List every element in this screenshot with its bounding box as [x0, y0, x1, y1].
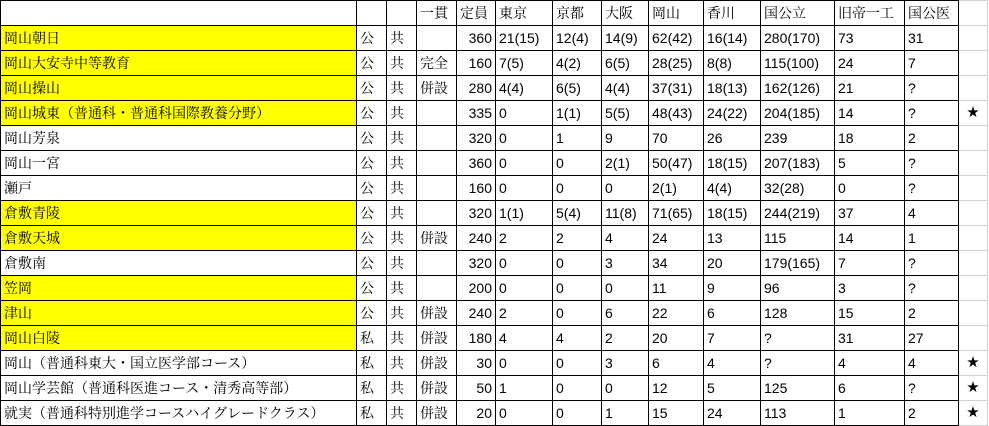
cell-national-public-med[interactable]: ? [905, 376, 959, 401]
cell-school-name[interactable]: 岡山学芸館（普通科医進コース・清秀高等部） [1, 376, 357, 401]
cell-tokyo[interactable]: 1 [496, 376, 553, 401]
table-row [1, 376, 988, 401]
cell-osaka[interactable]: 0 [602, 376, 649, 401]
cell-school-name[interactable]: 岡山芳泉 [1, 126, 357, 151]
star-marker[interactable] [959, 176, 988, 201]
cell-tokyo[interactable]: 2 [496, 301, 553, 326]
star-marker[interactable] [959, 326, 988, 351]
header-ikkan[interactable]: 一貫 [417, 1, 457, 26]
star-marker[interactable] [959, 226, 988, 251]
cell-okayama[interactable]: 50(47) [649, 151, 704, 176]
star-marker[interactable] [959, 201, 988, 226]
cell-national-public[interactable]: 32(28) [761, 176, 835, 201]
cell-sector[interactable]: 公 [357, 51, 387, 76]
cell-kagawa[interactable]: 18(15) [704, 201, 761, 226]
cell-kyutei-ikko[interactable]: 18 [835, 126, 905, 151]
cell-kagawa[interactable]: 9 [704, 276, 761, 301]
cell-national-public[interactable]: 115 [761, 226, 835, 251]
cell-ikkan[interactable]: 併設 [417, 326, 457, 351]
cell-sector[interactable]: 公 [357, 176, 387, 201]
header-row [1, 1, 988, 26]
cell-kagawa[interactable]: 5 [704, 376, 761, 401]
cell-tokyo[interactable]: 21(15) [496, 26, 553, 51]
cell-national-public-med[interactable]: 27 [905, 326, 959, 351]
cell-ikkan[interactable]: 併設 [417, 76, 457, 101]
cell-capacity[interactable]: 160 [457, 51, 496, 76]
cell-tokyo[interactable]: 2 [496, 226, 553, 251]
cell-kagawa[interactable]: 8(8) [704, 51, 761, 76]
header-school[interactable] [1, 1, 357, 26]
cell-tokyo[interactable]: 4 [496, 326, 553, 351]
cell-kyoto[interactable]: 0 [553, 151, 602, 176]
cell-okayama[interactable]: 15 [649, 401, 704, 426]
cell-kyutei-ikko[interactable]: 21 [835, 76, 905, 101]
cell-osaka[interactable]: 2 [602, 326, 649, 351]
cell-school-name[interactable]: 岡山操山 [1, 76, 357, 101]
cell-sector[interactable]: 公 [357, 251, 387, 276]
cell-osaka[interactable]: 4 [602, 226, 649, 251]
cell-okayama[interactable]: 2(1) [649, 176, 704, 201]
cell-kyoto[interactable]: 2 [553, 226, 602, 251]
cell-school-name[interactable]: 倉敷天城 [1, 226, 357, 251]
table-row [1, 276, 988, 301]
cell-coed[interactable]: 共 [387, 226, 417, 251]
table-row [1, 201, 988, 226]
cell-kagawa[interactable]: 7 [704, 326, 761, 351]
cell-osaka[interactable]: 2(1) [602, 151, 649, 176]
cell-school-name[interactable]: 倉敷青陵 [1, 201, 357, 226]
cell-national-public-med[interactable]: 31 [905, 26, 959, 51]
cell-osaka[interactable]: 9 [602, 126, 649, 151]
cell-kyoto[interactable]: 1 [553, 126, 602, 151]
cell-national-public-med[interactable]: 2 [905, 301, 959, 326]
header-kyoto[interactable]: 京都 [553, 1, 602, 26]
cell-okayama[interactable]: 71(65) [649, 201, 704, 226]
cell-school-name[interactable]: 岡山（普通科東大・国立医学部コース） [1, 351, 357, 376]
cell-kyoto[interactable]: 0 [553, 376, 602, 401]
star-marker[interactable] [959, 151, 988, 176]
cell-osaka[interactable]: 0 [602, 176, 649, 201]
cell-ikkan[interactable]: 併設 [417, 351, 457, 376]
cell-okayama[interactable]: 62(42) [649, 26, 704, 51]
cell-national-public-med[interactable]: ? [905, 76, 959, 101]
header-coed[interactable] [387, 1, 417, 26]
cell-coed[interactable]: 共 [387, 151, 417, 176]
cell-national-public-med[interactable]: ? [905, 251, 959, 276]
cell-capacity[interactable]: 160 [457, 176, 496, 201]
cell-coed[interactable]: 共 [387, 351, 417, 376]
cell-sector[interactable]: 公 [357, 76, 387, 101]
cell-national-public[interactable]: 204(185) [761, 101, 835, 126]
cell-tokyo[interactable]: 0 [496, 101, 553, 126]
cell-capacity[interactable]: 360 [457, 151, 496, 176]
cell-osaka[interactable]: 3 [602, 251, 649, 276]
cell-school-name[interactable]: 岡山一宮 [1, 151, 357, 176]
cell-tokyo[interactable]: 0 [496, 351, 553, 376]
cell-ikkan[interactable] [417, 176, 457, 201]
cell-ikkan[interactable] [417, 26, 457, 51]
cell-okayama[interactable]: 11 [649, 276, 704, 301]
star-marker[interactable] [959, 26, 988, 51]
cell-tokyo[interactable]: 0 [496, 251, 553, 276]
cell-kagawa[interactable]: 18(15) [704, 151, 761, 176]
cell-kyutei-ikko[interactable]: 73 [835, 26, 905, 51]
cell-school-name[interactable]: 笠岡 [1, 276, 357, 301]
cell-kyoto[interactable]: 0 [553, 351, 602, 376]
cell-kyutei-ikko[interactable]: 3 [835, 276, 905, 301]
star-marker[interactable]: ★ [959, 101, 988, 126]
cell-school-name[interactable]: 岡山大安寺中等教育 [1, 51, 357, 76]
cell-capacity[interactable]: 180 [457, 326, 496, 351]
cell-coed[interactable]: 共 [387, 401, 417, 426]
cell-okayama[interactable]: 24 [649, 226, 704, 251]
cell-kyoto[interactable]: 4(2) [553, 51, 602, 76]
cell-national-public-med[interactable]: 1 [905, 226, 959, 251]
cell-osaka[interactable]: 0 [602, 276, 649, 301]
cell-school-name[interactable]: 津山 [1, 301, 357, 326]
table-row [1, 26, 988, 51]
table-row [1, 51, 988, 76]
star-marker[interactable] [959, 76, 988, 101]
cell-osaka[interactable]: 4(4) [602, 76, 649, 101]
cell-kyutei-ikko[interactable]: 0 [835, 176, 905, 201]
cell-national-public[interactable]: 96 [761, 276, 835, 301]
cell-osaka[interactable]: 6 [602, 301, 649, 326]
star-marker[interactable] [959, 251, 988, 276]
star-marker[interactable]: ★ [959, 376, 988, 401]
cell-kyutei-ikko[interactable]: 7 [835, 251, 905, 276]
star-marker[interactable]: ★ [959, 401, 988, 426]
cell-kyutei-ikko[interactable]: 37 [835, 201, 905, 226]
cell-national-public[interactable]: 115(100) [761, 51, 835, 76]
cell-ikkan[interactable] [417, 126, 457, 151]
cell-capacity[interactable]: 50 [457, 376, 496, 401]
cell-national-public-med[interactable]: ? [905, 151, 959, 176]
cell-coed[interactable]: 共 [387, 201, 417, 226]
cell-national-public-med[interactable]: ? [905, 101, 959, 126]
cell-ikkan[interactable] [417, 151, 457, 176]
cell-sector[interactable]: 公 [357, 126, 387, 151]
cell-okayama[interactable]: 48(43) [649, 101, 704, 126]
cell-okayama[interactable]: 37(31) [649, 76, 704, 101]
cell-capacity[interactable]: 200 [457, 276, 496, 301]
table-body [1, 26, 988, 426]
cell-kagawa[interactable]: 4 [704, 351, 761, 376]
cell-ikkan[interactable] [417, 201, 457, 226]
cell-coed[interactable]: 共 [387, 301, 417, 326]
cell-kyoto[interactable]: 6(5) [553, 76, 602, 101]
cell-national-public-med[interactable]: 2 [905, 401, 959, 426]
cell-osaka[interactable]: 6(5) [602, 51, 649, 76]
header-tokyo[interactable]: 東京 [496, 1, 553, 26]
cell-tokyo[interactable]: 0 [496, 276, 553, 301]
header-osaka[interactable]: 大阪 [602, 1, 649, 26]
cell-school-name[interactable]: 瀬戸 [1, 176, 357, 201]
table-row [1, 226, 988, 251]
cell-kyoto[interactable]: 1(1) [553, 101, 602, 126]
cell-ikkan[interactable]: 併設 [417, 376, 457, 401]
cell-capacity[interactable]: 320 [457, 126, 496, 151]
cell-kagawa[interactable]: 4(4) [704, 176, 761, 201]
cell-sector[interactable]: 私 [357, 401, 387, 426]
cell-kagawa[interactable]: 20 [704, 251, 761, 276]
cell-ikkan[interactable]: 併設 [417, 301, 457, 326]
cell-tokyo[interactable]: 0 [496, 176, 553, 201]
cell-capacity[interactable]: 320 [457, 201, 496, 226]
cell-osaka[interactable]: 3 [602, 351, 649, 376]
cell-kyutei-ikko[interactable]: 6 [835, 376, 905, 401]
cell-capacity[interactable]: 320 [457, 251, 496, 276]
cell-tokyo[interactable]: 4(4) [496, 76, 553, 101]
cell-tokyo[interactable]: 1(1) [496, 201, 553, 226]
cell-capacity[interactable]: 20 [457, 401, 496, 426]
cell-ikkan[interactable] [417, 276, 457, 301]
cell-sector[interactable]: 私 [357, 351, 387, 376]
cell-coed[interactable]: 共 [387, 51, 417, 76]
header-sector[interactable] [357, 1, 387, 26]
cell-national-public[interactable]: ? [761, 326, 835, 351]
table-row [1, 326, 988, 351]
star-marker[interactable] [959, 276, 988, 301]
cell-national-public[interactable]: 207(183) [761, 151, 835, 176]
table-row [1, 301, 988, 326]
table-row [1, 351, 988, 376]
cell-capacity[interactable]: 360 [457, 26, 496, 51]
star-marker[interactable] [959, 301, 988, 326]
cell-capacity[interactable]: 240 [457, 226, 496, 251]
cell-sector[interactable]: 公 [357, 226, 387, 251]
cell-kyoto[interactable]: 0 [553, 276, 602, 301]
cell-kagawa[interactable]: 13 [704, 226, 761, 251]
cell-sector[interactable]: 公 [357, 301, 387, 326]
cell-sector[interactable]: 公 [357, 151, 387, 176]
cell-sector[interactable]: 公 [357, 276, 387, 301]
cell-school-name[interactable]: 岡山城東（普通科・普通科国際教養分野） [1, 101, 357, 126]
cell-national-public-med[interactable]: 2 [905, 126, 959, 151]
header-national-public-med[interactable]: 国公医 [905, 1, 959, 26]
cell-kyutei-ikko[interactable]: 5 [835, 151, 905, 176]
cell-sector[interactable]: 公 [357, 101, 387, 126]
cell-kyoto[interactable]: 5(4) [553, 201, 602, 226]
star-marker[interactable] [959, 126, 988, 151]
cell-school-name[interactable]: 就実（普通科特別進学コースハイグレードクラス） [1, 401, 357, 426]
cell-school-name[interactable]: 岡山朝日 [1, 26, 357, 51]
table-row [1, 251, 988, 276]
header-national-public[interactable]: 国公立 [761, 1, 835, 26]
cell-kagawa[interactable]: 6 [704, 301, 761, 326]
cell-coed[interactable]: 共 [387, 26, 417, 51]
cell-capacity[interactable]: 240 [457, 301, 496, 326]
cell-coed[interactable]: 共 [387, 101, 417, 126]
star-marker[interactable]: ★ [959, 351, 988, 376]
cell-kagawa[interactable]: 16(14) [704, 26, 761, 51]
cell-national-public-med[interactable]: ? [905, 276, 959, 301]
cell-kyutei-ikko[interactable]: 4 [835, 351, 905, 376]
cell-coed[interactable]: 共 [387, 176, 417, 201]
cell-sector[interactable]: 私 [357, 326, 387, 351]
cell-ikkan[interactable] [417, 101, 457, 126]
cell-kyutei-ikko[interactable]: 14 [835, 101, 905, 126]
cell-kyutei-ikko[interactable]: 14 [835, 226, 905, 251]
cell-coed[interactable]: 共 [387, 126, 417, 151]
cell-osaka[interactable]: 11(8) [602, 201, 649, 226]
cell-sector[interactable]: 私 [357, 376, 387, 401]
cell-okayama[interactable]: 34 [649, 251, 704, 276]
cell-kyutei-ikko[interactable]: 24 [835, 51, 905, 76]
cell-capacity[interactable]: 335 [457, 101, 496, 126]
table-row [1, 101, 988, 126]
star-marker[interactable] [959, 51, 988, 76]
cell-kagawa[interactable]: 26 [704, 126, 761, 151]
cell-kyoto[interactable]: 12(4) [553, 26, 602, 51]
cell-okayama[interactable]: 70 [649, 126, 704, 151]
cell-kyutei-ikko[interactable]: 1 [835, 401, 905, 426]
cell-national-public[interactable]: 179(165) [761, 251, 835, 276]
header-okayama[interactable]: 岡山 [649, 1, 704, 26]
cell-kyoto[interactable]: 0 [553, 251, 602, 276]
cell-kyoto[interactable]: 0 [553, 301, 602, 326]
table-row [1, 176, 988, 201]
cell-kyutei-ikko[interactable]: 15 [835, 301, 905, 326]
cell-national-public-med[interactable]: 4 [905, 351, 959, 376]
cell-coed[interactable]: 共 [387, 276, 417, 301]
cell-school-name[interactable]: 倉敷南 [1, 251, 357, 276]
cell-tokyo[interactable]: 7(5) [496, 51, 553, 76]
cell-tokyo[interactable]: 0 [496, 401, 553, 426]
cell-national-public[interactable]: 244(219) [761, 201, 835, 226]
cell-national-public[interactable]: 280(170) [761, 26, 835, 51]
cell-kyutei-ikko[interactable]: 31 [835, 326, 905, 351]
header-kyutei-ikko[interactable]: 旧帝一工 [835, 1, 905, 26]
cell-osaka[interactable]: 1 [602, 401, 649, 426]
cell-kyoto[interactable]: 4 [553, 326, 602, 351]
table-row [1, 151, 988, 176]
table-row [1, 126, 988, 151]
cell-ikkan[interactable]: 併設 [417, 226, 457, 251]
cell-national-public[interactable]: 239 [761, 126, 835, 151]
cell-kagawa[interactable]: 18(13) [704, 76, 761, 101]
cell-coed[interactable]: 共 [387, 326, 417, 351]
cell-national-public[interactable]: ? [761, 351, 835, 376]
cell-okayama[interactable]: 12 [649, 376, 704, 401]
cell-national-public-med[interactable]: 4 [905, 201, 959, 226]
cell-national-public[interactable]: 113 [761, 401, 835, 426]
cell-sector[interactable]: 公 [357, 26, 387, 51]
cell-osaka[interactable]: 5(5) [602, 101, 649, 126]
cell-coed[interactable]: 共 [387, 376, 417, 401]
cell-sector[interactable]: 公 [357, 201, 387, 226]
cell-ikkan[interactable]: 併設 [417, 401, 457, 426]
cell-coed[interactable]: 共 [387, 251, 417, 276]
cell-okayama[interactable]: 20 [649, 326, 704, 351]
cell-coed[interactable]: 共 [387, 76, 417, 101]
cell-osaka[interactable]: 14(9) [602, 26, 649, 51]
cell-kyoto[interactable]: 0 [553, 401, 602, 426]
cell-national-public[interactable]: 128 [761, 301, 835, 326]
cell-ikkan[interactable]: 完全 [417, 51, 457, 76]
cell-capacity[interactable]: 280 [457, 76, 496, 101]
table-row [1, 401, 988, 426]
cell-okayama[interactable]: 28(25) [649, 51, 704, 76]
cell-national-public-med[interactable]: ? [905, 176, 959, 201]
header-capacity[interactable]: 定員 [457, 1, 496, 26]
cell-school-name[interactable]: 岡山白陵 [1, 326, 357, 351]
cell-kyoto[interactable]: 0 [553, 176, 602, 201]
cell-capacity[interactable]: 30 [457, 351, 496, 376]
header-kagawa[interactable]: 香川 [704, 1, 761, 26]
cell-okayama[interactable]: 22 [649, 301, 704, 326]
cell-national-public-med[interactable]: 7 [905, 51, 959, 76]
cell-national-public[interactable]: 162(126) [761, 76, 835, 101]
cell-okayama[interactable]: 6 [649, 351, 704, 376]
cell-tokyo[interactable]: 0 [496, 151, 553, 176]
cell-national-public[interactable]: 125 [761, 376, 835, 401]
header-star[interactable] [959, 1, 988, 26]
cell-kagawa[interactable]: 24(22) [704, 101, 761, 126]
cell-kagawa[interactable]: 24 [704, 401, 761, 426]
cell-tokyo[interactable]: 0 [496, 126, 553, 151]
table-row [1, 76, 988, 101]
cell-ikkan[interactable] [417, 251, 457, 276]
